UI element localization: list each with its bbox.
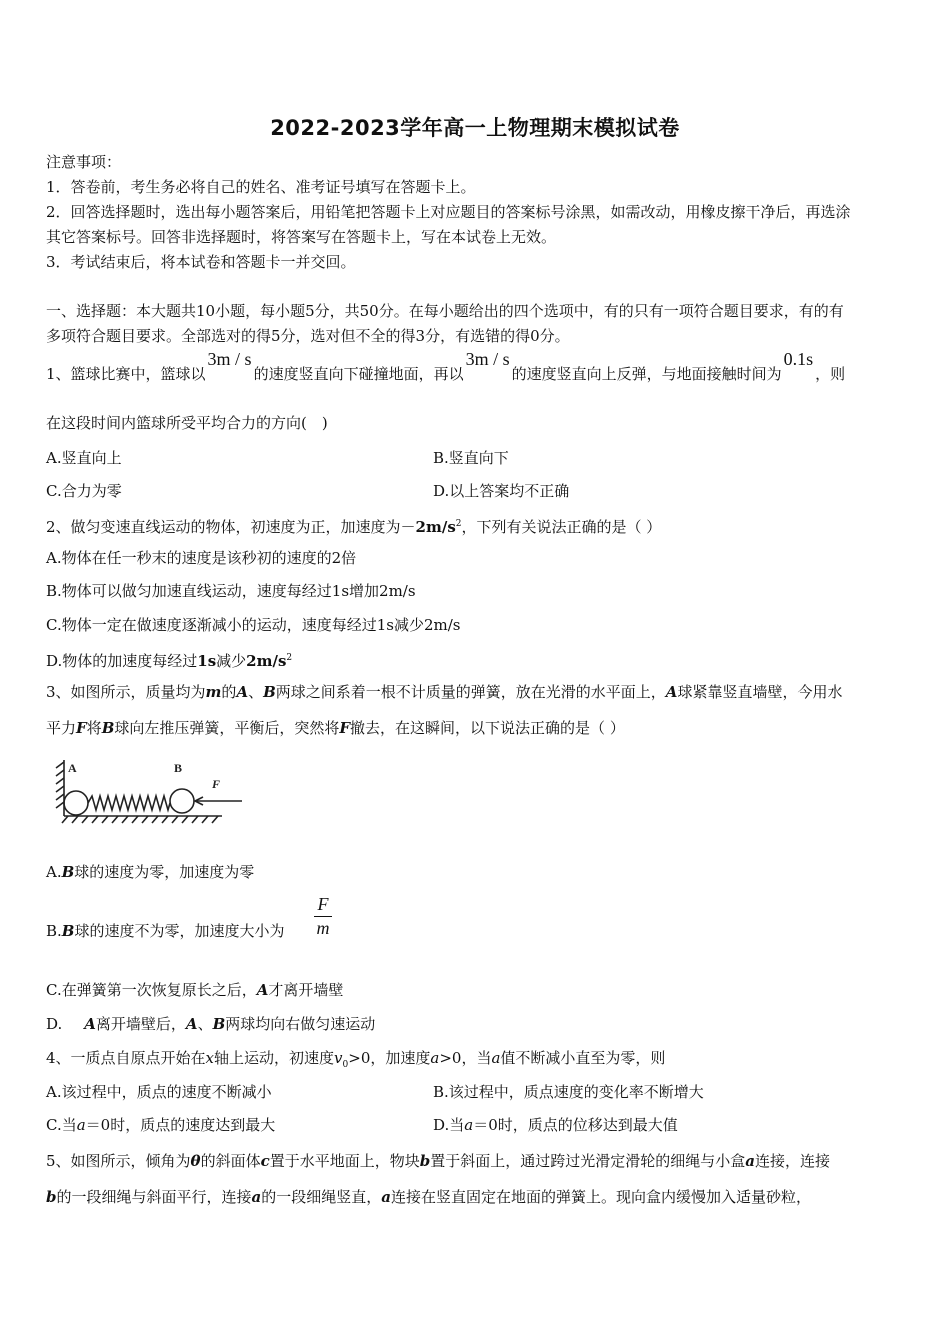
notice-item-2: 2．回答选择题时，选出每小题答案后，用铅笔把答题卡上对应题目的答案标号涂黑，如需改动，用橡皮擦干净后，再选涂 [46,203,851,221]
q3-d-ball-a: A [84,1015,96,1033]
q3-f2: F [339,719,351,737]
q1-option-d: D.以上答案均不正确 [433,482,570,500]
section-instruction-1: 一、选择题：本大题共10小题，每小题5分，共50分。在每小题给出的四个选项中，有的只有一项符合题目要求，有的有 [46,302,844,320]
fraction-bar [314,916,332,917]
q5-t2: 的斜面体 [200,1152,261,1170]
q2-d-accel-exp: 2 [286,653,293,663]
q3-c-ball: A [256,981,269,999]
q5-b2: b [46,1188,57,1206]
q4-stem [46,1048,908,1075]
q3-option-a [46,862,908,882]
q4-c-a: a [76,1116,86,1134]
q3-d-ball-b: B [212,1015,226,1033]
q2-text-2: ，下列有关说法正确的是（ ） [461,518,662,536]
q3-t2: 的 [221,683,237,701]
q2-d-accel: 2m/s [246,652,287,670]
q3-c-text-2: 才离开墙壁 [268,981,344,999]
q3-d-text-2: 两球均向右做匀速运动 [225,1015,376,1033]
q2-accel: 2m/s [415,518,456,536]
q5-t7: 的一段细绳竖直， [261,1188,382,1206]
q3-d-dot: 、 [197,1015,213,1033]
q5-stem-2 [46,1187,908,1207]
q3-t1: 3、如图所示，质量均为 [46,683,206,701]
q1-velocity-1: 3m / s [207,349,252,369]
q1-text-1: 1、篮球比赛中，篮球以 [46,365,206,383]
q5-c: c [260,1152,270,1170]
fig-label-f: F [212,777,221,791]
q3-m: m [205,683,222,701]
q4-x: x [205,1049,215,1067]
q3-t5: 平力 [46,719,77,737]
q3-t8: 撤去，在这瞬间，以下说法正确的是（ ） [350,719,625,737]
q4-d-a: a [464,1116,474,1134]
q1-stem-cont: 在这段时间内篮球所受平均合力的方向( ) [46,414,328,432]
q2-option-a: A.物体在任一秒末的速度是该秒初的速度的2倍 [46,549,357,567]
q3-option-c [46,980,908,1000]
fig-label-a: A [68,761,77,775]
q5-b: b [419,1152,431,1170]
q1-text-3: 的速度竖直向上反弹，与地面接触时间为 [511,365,782,383]
q1-text-2: 的速度竖直向下碰撞地面，再以 [253,365,464,383]
q1-option-c: C.合力为零 [46,482,122,500]
q5-a: a [745,1152,755,1170]
q4-c-t2: ＝0时，质点的速度达到最大 [85,1116,276,1134]
q3-a: A [236,683,249,701]
q3-b-label: B. [46,922,62,940]
notice-heading: 注意事项： [46,153,122,171]
q3-b2: B [101,719,115,737]
q4-option-d [433,1115,678,1135]
q2-text-1: 2、做匀变速直线运动的物体，初速度为正，加速度为－ [46,518,416,536]
q3-b-text: 球的速度不为零，加速度大小为 [74,922,285,940]
q5-t4: 置于斜面上，通过跨过光滑定滑轮的细绳与小盒 [430,1152,746,1170]
q3-d-text-1: 离开墙壁后， [95,1015,186,1033]
q5-a2: a [251,1188,262,1206]
q5-t1: 5、如图所示，倾角为 [46,1152,191,1170]
q3-t3: 两球之间系着一根不计质量的弹簧，放在光滑的水平面上， [275,683,666,701]
q3-stem-2 [46,718,908,738]
page-title: 2022-2023学年高一上物理期末模拟试卷 [270,116,680,140]
q2-option-b: B.物体可以做匀加速直线运动，速度每经过1s增加2m/s [46,582,416,600]
q4-t3: >0，加速度 [348,1049,431,1067]
q4-c-t1: C.当 [46,1116,77,1134]
q3-t6: 将 [86,719,102,737]
q3-option-d [46,1014,908,1034]
section-instruction-2: 多项符合题目要求。全部选对的得5分，选对但不全的得3分，有选错的得0分。 [46,327,570,345]
q3-option-b [46,921,908,941]
q5-t6: 的一段细绳与斜面平行，连接 [56,1188,252,1206]
q4-v: v [334,1049,343,1067]
q3-d-label: D. [46,1015,63,1033]
q1-stem [46,349,908,384]
notice-item-2-cont: 其它答案标号。回答非选择题时，将答案写在答题卡上，写在本试卷上无效。 [46,228,557,246]
q4-option-c [46,1115,275,1135]
q1-time: 0.1s [783,349,814,369]
q3-a2: A [665,683,678,701]
q4-a2: a [491,1049,501,1067]
q1-option-a: A.竖直向上 [46,449,122,467]
q1-text-4: ，则 [815,365,846,383]
q5-stem-1 [46,1151,908,1171]
q4-d-t1: D.当 [433,1116,465,1134]
spring [88,796,170,810]
q4-t1: 4、一质点自原点开始在 [46,1049,206,1067]
ball-b [170,789,194,813]
q5-t5: 连接，连接 [754,1152,830,1170]
fig-label-b: B [174,761,183,775]
q4-d-t2: ＝0时，质点的位移达到最大值 [473,1116,678,1134]
q5-a3: a [381,1188,391,1206]
q3-f: F [76,719,87,737]
q4-t4: >0，当 [439,1049,492,1067]
q3-dot: 、 [248,683,264,701]
q3-c-text-1: C.在弹簧第一次恢复原长之后， [46,981,257,999]
q1-option-b: B.竖直向下 [433,449,509,467]
q2-accel-exp: 2 [455,519,462,529]
q1-velocity-2: 3m / s [465,349,510,369]
q2-d-text-2: 减少 [216,652,247,670]
q2-d-text-1: D.物体的加速度每经过 [46,652,198,670]
q3-d-ball-a2: A [185,1015,198,1033]
q3-stem-1 [46,682,908,702]
notice-item-1: 1．答卷前，考生务必将自己的姓名、准考证号填写在答题卡上。 [46,178,476,196]
ball-a [64,791,88,815]
q4-v-sub: 0 [342,1060,349,1070]
q2-option-c: C.物体一定在做速度逐渐减小的运动，速度每经过1s减少2m/s [46,616,461,634]
fraction-f-over-m [314,893,332,938]
q3-b: B [263,683,276,701]
q2-stem [46,514,908,537]
q3-a-label: A. [46,863,62,881]
q2-d-time: 1s [197,652,217,670]
q3-t4: 球紧靠竖直墙壁，今用水 [677,683,843,701]
q4-t2: 轴上运动，初速度 [214,1049,335,1067]
notice-item-3: 3．考试结束后，将本试卷和答题卡一并交回。 [46,253,356,271]
fraction-denominator: m [316,918,330,938]
q3-a-text: 球的速度为零，加速度为零 [74,863,255,881]
fraction-numerator: F [317,894,329,914]
q4-a: a [430,1049,440,1067]
q5-theta: θ [190,1152,201,1170]
q2-option-d [46,648,908,671]
q5-t8: 连接在竖直固定在地面的弹簧上。现向盒内缓慢加入适量砂粒， [391,1188,812,1206]
q3-t7: 球向左推压弹簧，平衡后，突然将 [114,719,340,737]
q4-option-b: B.该过程中，质点速度的变化率不断增大 [433,1083,704,1101]
q3-b-ball: B [61,922,75,940]
q5-t3: 置于水平地面上，物块 [269,1152,420,1170]
q3-spring-figure [52,756,247,826]
q4-option-a: A.该过程中，质点的速度不断减小 [46,1083,272,1101]
q3-a-ball: B [61,863,75,881]
q4-t5: 值不断减小直至为零，则 [500,1049,666,1067]
